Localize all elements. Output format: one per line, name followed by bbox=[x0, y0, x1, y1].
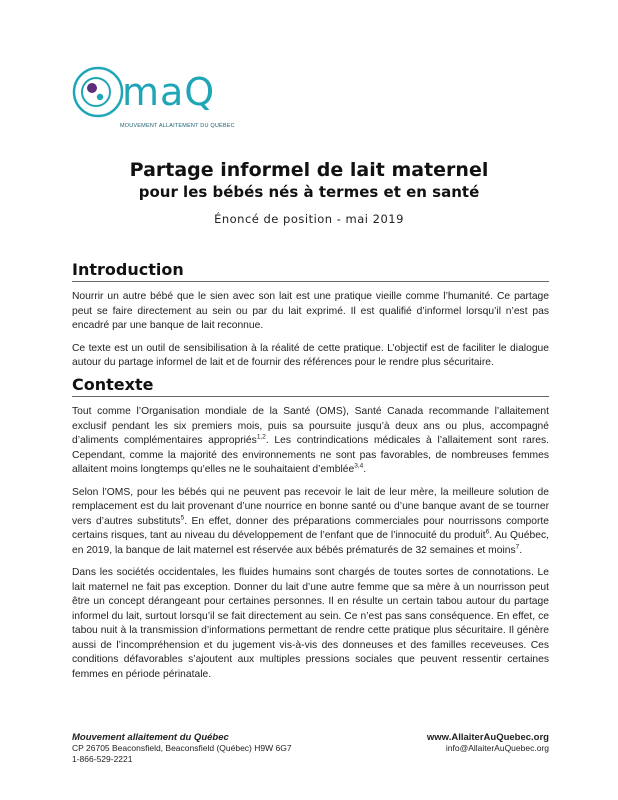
introduction-heading: Introduction bbox=[72, 260, 549, 282]
footnote-ref: 6 bbox=[485, 528, 490, 536]
logo-mother-child-icon bbox=[70, 62, 130, 122]
contexte-paragraph: Dans les sociétés occidentales, les fluides humains sont chargés de toutes sortes de connotations. Le lait maternel ne fait pas exception. Donner du lait d’une autre femme que sa mère à un nourrisson peut être un concept dérangeant pour certaines personnes. Il en résulte un certain tabou autour du partage informel du lait, surtout lorsqu’il se fait directement au sein. Ce n’est pas sans conséquence. En effet, ce tabou nuit à la transmission d’informations permettant de rendre cette pratique plus sécuritaire. Il génère aussi de l’incompréhension et du jugement vis-à-vis des donneuses et des familles receveuses. Ces conditions défavorables s’ajoutent aux multiples pressions sociales que peuvent ressentir certaines femmes en période périnatale. bbox=[72, 567, 549, 680]
contexte-paragraph: Selon l’OMS, pour les bébés qui ne peuvent pas recevoir le lait de leur mère, la meilleure solution de remplacement est du lait provenant d’une nourrice en bonne santé ou d’une banque avant de se tourner vers d’autres substituts$^5$. En effet, donner des préparations commerciales pour nourrissons comporte certains risques, tant au niveau du développement de l’enfant que de l’innocuité du produit$^6$. Au Québec, en 2019, la banque de lait maternel est réservée aux bébés prématurés de 32 semaines et moins$^7$. bbox=[72, 486, 549, 556]
logo-wordmark: maQ bbox=[122, 70, 216, 114]
footer-phone: 1-866-529-2221 bbox=[72, 754, 133, 764]
footnote-ref: 7 bbox=[515, 543, 520, 551]
logo-tagline: MOUVEMENT ALLAITEMENT DU QUÉBEC bbox=[120, 123, 235, 129]
footer-web bbox=[427, 732, 549, 754]
footnote-ref: 5 bbox=[180, 514, 185, 522]
footnote-ref: 3,4 bbox=[354, 462, 364, 470]
title-block bbox=[0, 158, 618, 226]
contexte-section bbox=[72, 375, 549, 690]
page-subtitle: pour les bébés nés à termes et en santé bbox=[138, 183, 480, 201]
introduction-paragraph: Nourrir un autre bébé que le sien avec son lait est une pratique vieille comme l’humanité. Ce partage peut se faire directement au sein ou par du lait exprimé. Il est qualifié d’informel lorsqu’il n’est pas encadré par une banque de lait reconnue. bbox=[72, 291, 549, 331]
introduction-section bbox=[72, 260, 549, 379]
footer-org-name: Mouvement allaitement du Québec bbox=[72, 732, 229, 743]
footer-address: CP 26705 Beaconsfield, Beaconsfield (Québec) H9W 6G7 bbox=[72, 743, 292, 753]
footnote-ref: 1,2 bbox=[256, 433, 266, 441]
position-date: Énoncé de position - mai 2019 bbox=[214, 212, 404, 226]
footer-email-link[interactable]: info@AllaiterAuQuebec.org bbox=[445, 743, 549, 753]
footer-contact bbox=[72, 732, 292, 765]
logo bbox=[70, 62, 245, 134]
introduction-paragraph: Ce texte est un outil de sensibilisation à la réalité de cette pratique. L’objectif est de faciliter le dialogue autour du partage informel de lait et de fournir des références pour le rendre plus sécuritaire. bbox=[72, 342, 549, 368]
contexte-heading: Contexte bbox=[72, 375, 549, 397]
contexte-paragraph: Tout comme l’Organisation mondiale de la Santé (OMS), Santé Canada recommande l’allaitement exclusif pendant les six premiers mois, puis sa poursuite jusqu’à deux ans ou plus, accompagné d’aliments complémentaires appropriés$^{1,2}$. Les contrindications médicales à l’allaitement sont rares. Cependant, comme la majorité des environnements ne sont pas favorables, de nombreuses femmes allaitent moins longtemps qu’elles ne le souhaitaient d’emblée$^{3,4}$. bbox=[72, 406, 549, 475]
page-title: Partage informel de lait maternel bbox=[129, 159, 489, 181]
footer-website-link[interactable]: www.AllaiterAuQuebec.org bbox=[426, 732, 549, 743]
